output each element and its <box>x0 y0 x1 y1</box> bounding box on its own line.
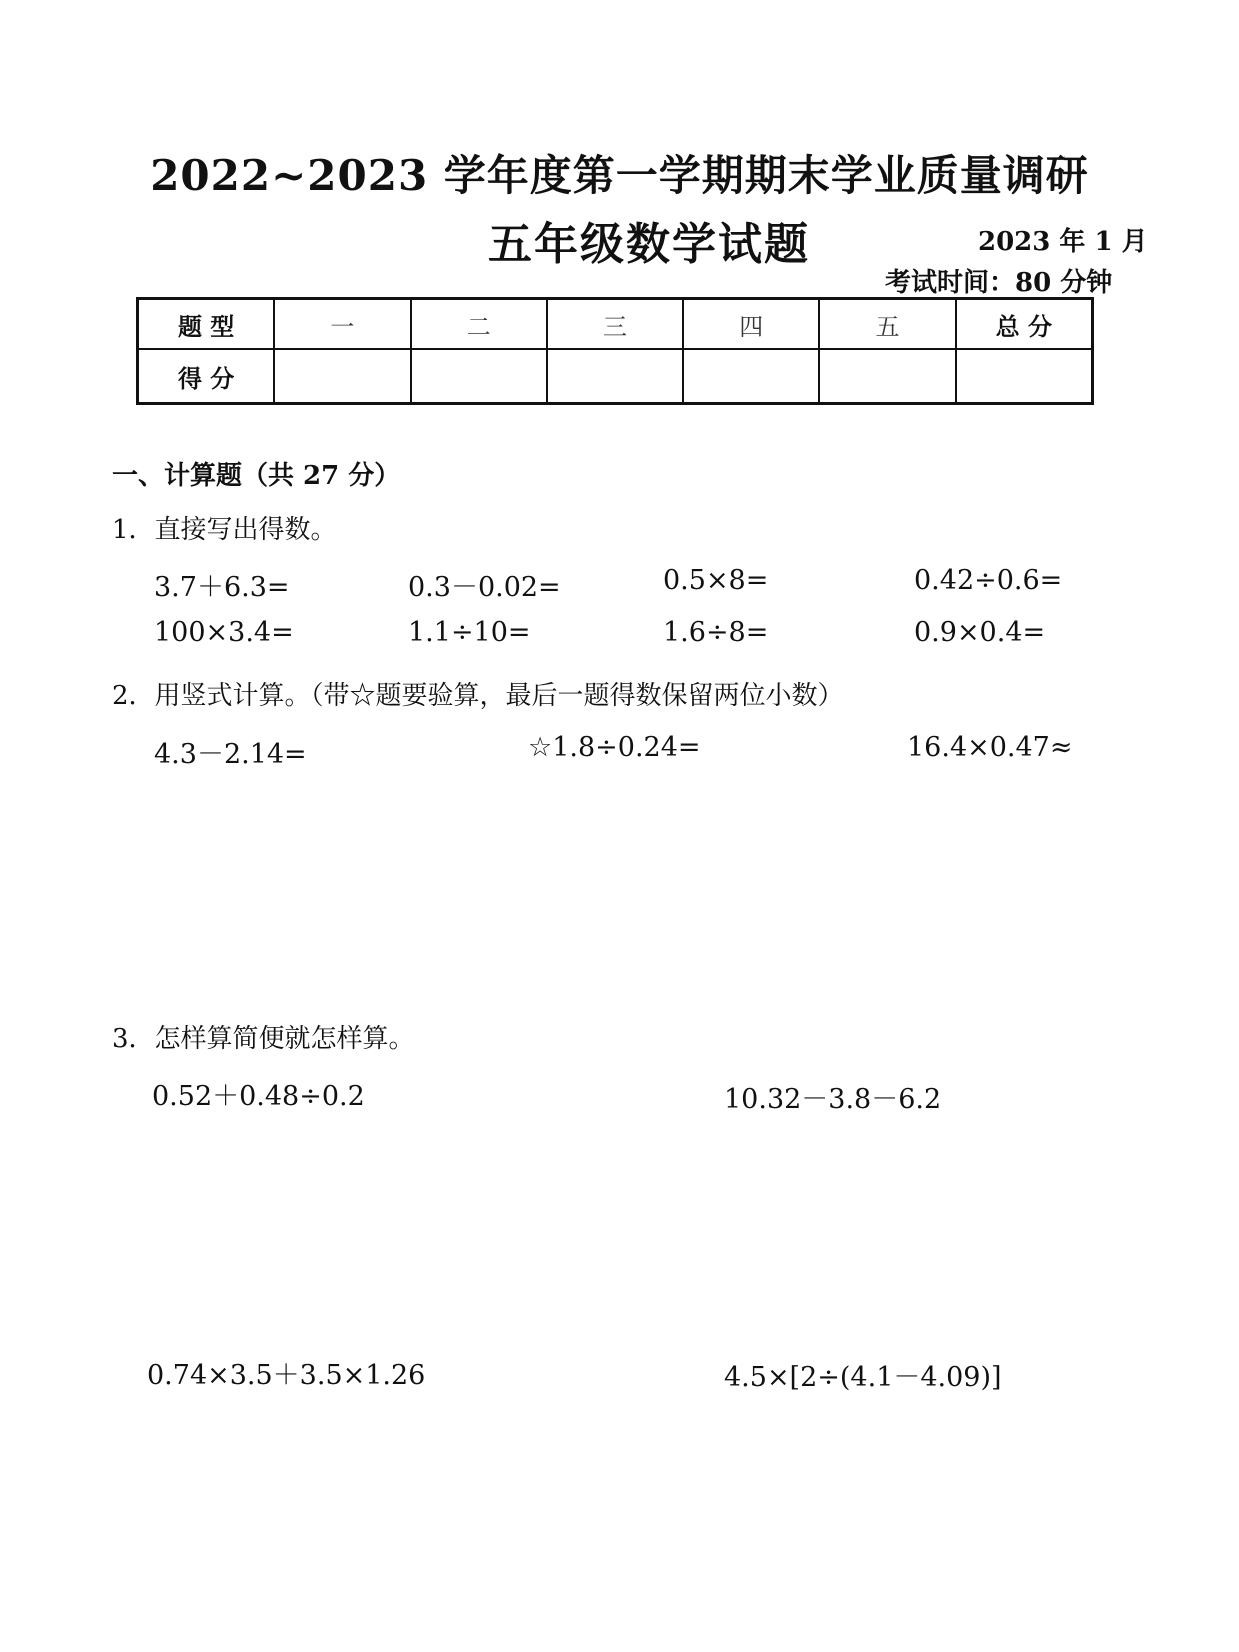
score-table-header-row <box>138 299 1093 350</box>
score-table-header-total: 总 分 <box>956 299 1093 350</box>
score-table-header-part5: 五 <box>819 299 955 350</box>
score-table-header-part1: 一 <box>274 299 410 350</box>
score-table-score-row <box>138 349 1093 404</box>
q1-expr-3: 0.5×8= <box>663 565 769 596</box>
score-table-header-part3: 三 <box>547 299 683 350</box>
q3-expr-1: 0.52＋0.48÷0.2 <box>152 1081 365 1112</box>
q1-expr-2: 0.3－0.02= <box>408 572 561 603</box>
section-calculation-title: 一、计算题（共 27 分） <box>112 461 401 491</box>
score-cell-part1[interactable] <box>274 349 410 404</box>
q1-expr-5: 100×3.4= <box>154 617 294 648</box>
q2-expr-3: 16.4×0.47≈ <box>907 732 1073 763</box>
q3-expr-4: 4.5×[2÷(4.1－4.09)] <box>724 1362 1002 1393</box>
q2-expr-1: 4.3－2.14= <box>154 739 307 770</box>
score-table <box>136 297 1094 405</box>
score-cell-part5[interactable] <box>819 349 955 404</box>
exam-title: 2022~2023 学年度第一学期期末学业质量调研 <box>150 151 1089 200</box>
score-cell-part3[interactable] <box>547 349 683 404</box>
question-3-label: 3．怎样算简便就怎样算。 <box>112 1024 415 1054</box>
q2-expr-2: ☆1.8÷0.24= <box>528 732 701 763</box>
score-cell-part2[interactable] <box>411 349 547 404</box>
q1-expr-8: 0.9×0.4= <box>914 617 1046 648</box>
score-cell-part4[interactable] <box>683 349 819 404</box>
q3-expr-3: 0.74×3.5＋3.5×1.26 <box>147 1360 426 1391</box>
q3-expr-2: 10.32－3.8－6.2 <box>724 1084 942 1115</box>
q1-expr-7: 1.6÷8= <box>663 617 769 648</box>
q1-expr-4: 0.42÷0.6= <box>914 565 1063 596</box>
score-table-header-type: 题 型 <box>138 299 275 350</box>
question-2-label: 2．用竖式计算。（带☆题要验算，最后一题得数保留两位小数） <box>112 681 844 711</box>
q1-expr-6: 1.1÷10= <box>408 617 531 648</box>
score-cell-total[interactable] <box>956 349 1093 404</box>
exam-duration: 考试时间：80 分钟 <box>885 268 1113 298</box>
exam-date: 2023 年 1 月 <box>978 227 1148 257</box>
exam-subtitle: 五年级数学试题 <box>488 219 810 270</box>
q1-expr-1: 3.7＋6.3= <box>154 572 290 603</box>
score-table-score-label: 得 分 <box>138 349 275 404</box>
score-table-header-part2: 二 <box>411 299 547 350</box>
score-table-header-part4: 四 <box>683 299 819 350</box>
question-1-label: 1．直接写出得数。 <box>112 515 337 545</box>
